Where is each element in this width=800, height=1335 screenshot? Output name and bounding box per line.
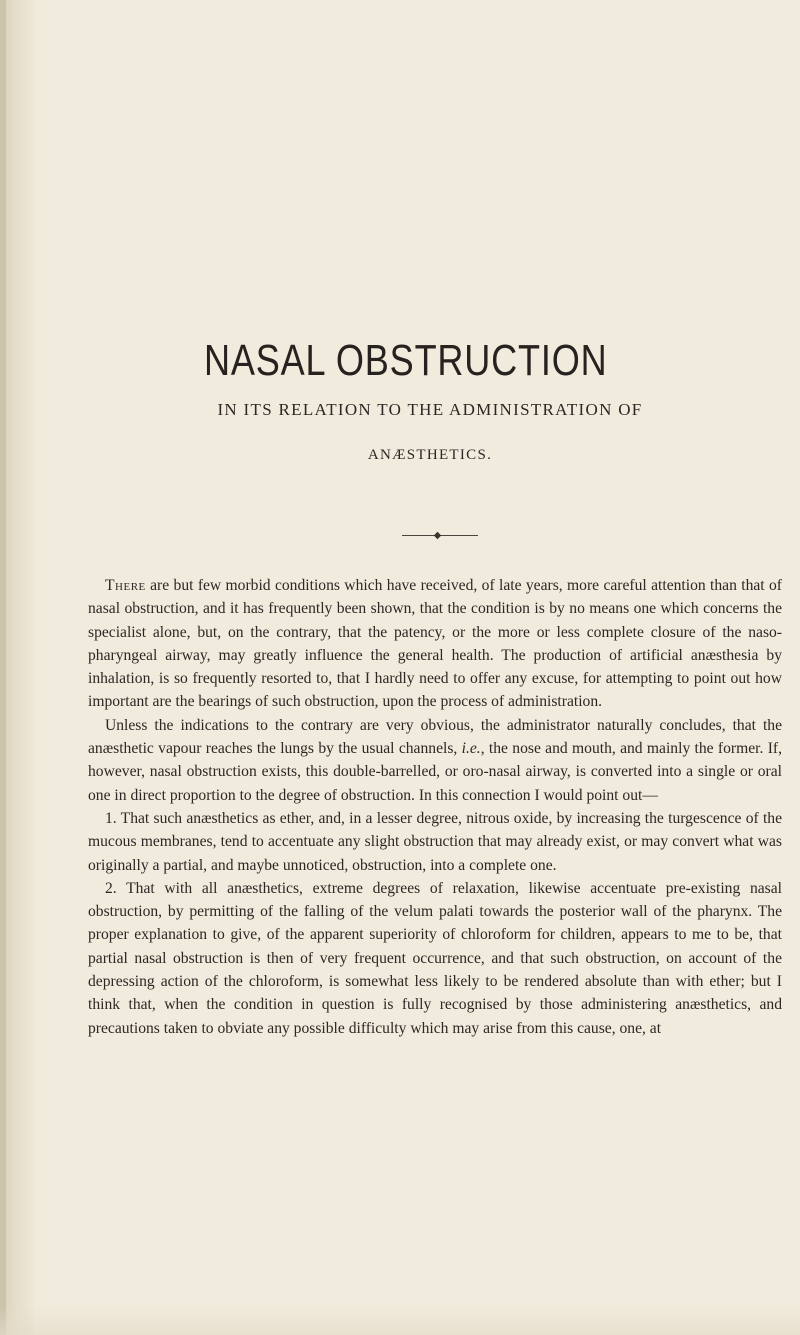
subtitle-line-2: ANÆSTHETICS. — [367, 447, 493, 463]
paragraph-4: 2. That with all anæsthetics, extreme degrees of relaxation, likewise accentuate pre-existing nasal obstruction, by permitting of the falling of the velum palati towards the posterior wall of the pharynx. The proper explanation to give, of the apparent superiority of chloroform for children, appears to me to be, that partial nasal obstruction is then of very frequent occurrence, and that such obstruction, on account of the depressing action of the chloroform, is somewhat less likely to be rendered absolute than with ether; but I think that, when the condition in question is fully recognised by those administering anæsthetics, and precautions taken to obviate any possible difficulty which may arise from this cause, one, at — [88, 879, 782, 1037]
paragraph-2-italic: i.e. — [461, 740, 481, 758]
page-binding-shadow — [0, 0, 6, 1335]
article-body — [88, 574, 782, 1040]
paragraph-1 — [88, 574, 782, 714]
paragraph-2-text-after: , the nose and mouth, and mainly the former. If, however, nasal obstruction exists, this double-barrelled, or oro-nasal airway, is converted into a single or oral one in direct proportion to the degree of obstruction. In this connection I would point out— — [88, 740, 782, 804]
paragraph-2 — [88, 714, 782, 807]
page-title: NASAL OBSTRUCTION — [203, 336, 608, 385]
subtitle-line-1: IN ITS RELATION TO THE ADMINISTRATION OF — [217, 400, 643, 419]
page-bottom-shade — [0, 1305, 800, 1335]
paragraph-2-text-before: Unless the indications to the contrary are very obvious, the administrator naturally concludes, that the anæsthetic vapour reaches the lungs by the usual channels, — [88, 716, 782, 758]
paragraph-1-text: are but few morbid conditions which have received, of late years, more careful attention than that of nasal obstruction, and it has frequently been shown, that the condition is by no means one which concerns the specialist alone, but, on the contrary, that the patency, or the more or less complete closure of the naso-pharyngeal airway, may greatly influence the general health. The production of artificial anæsthesia by inhalation, is so frequently resorted to, that I hardly need to offer any excuse, for attempting to point out how important are the bearings of such obstruction, upon the process of administration. — [88, 577, 782, 711]
paragraph-3: 1. That such anæsthetics as ether, and, in a lesser degree, nitrous oxide, by increasing the turgescence of the mucous membranes, tend to accentuate any slight obstruction that may already exist, or may convert what was originally a partial, and maybe unnoticed, obstruction, into a complete one. — [88, 809, 782, 874]
divider-ornament-icon — [434, 532, 441, 539]
paragraph-1-lead-word: There — [105, 577, 146, 594]
